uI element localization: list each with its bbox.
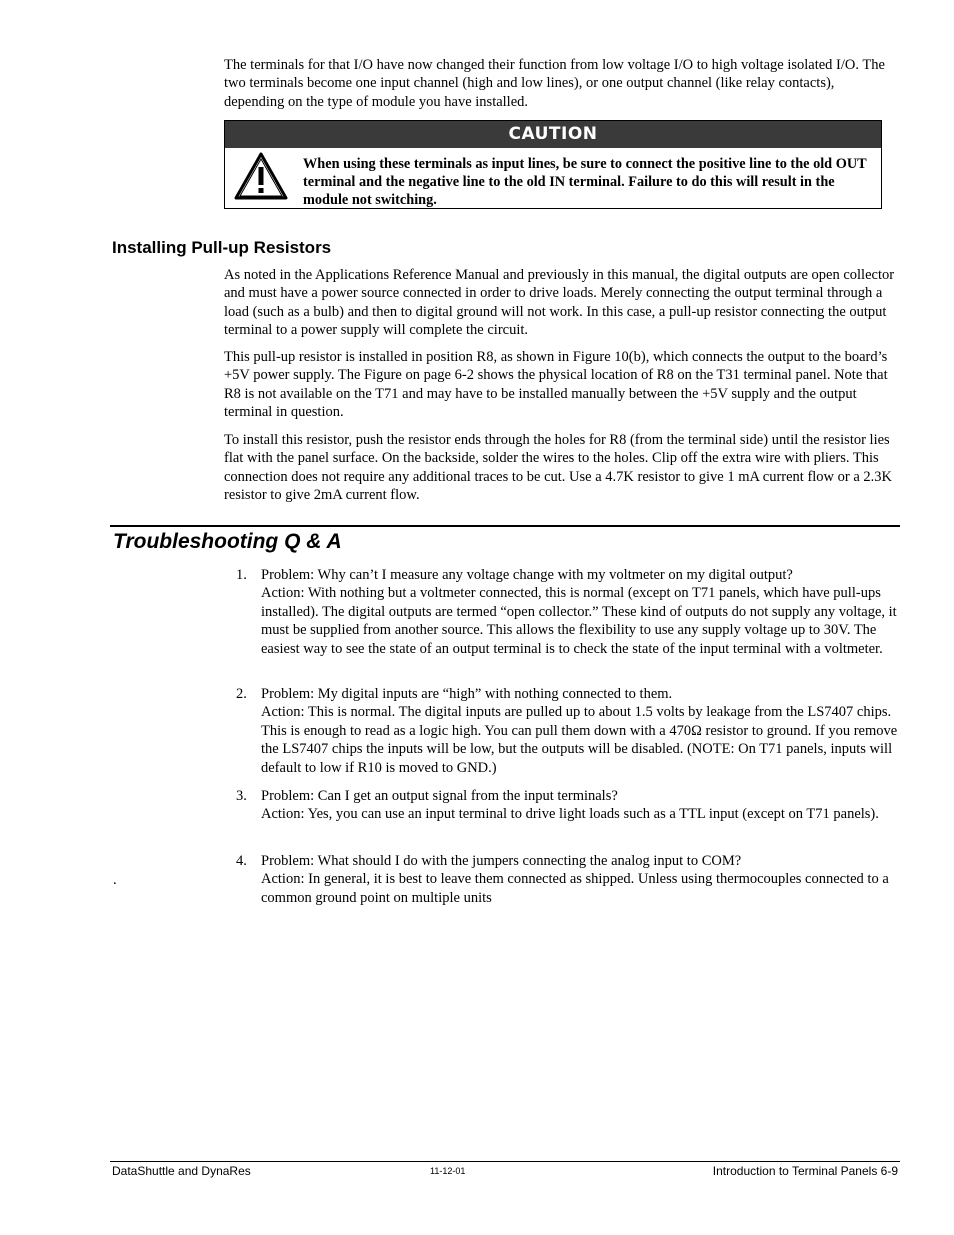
stray-mark: . [113, 872, 117, 888]
chapter-heading: Troubleshooting Q & A [113, 530, 342, 553]
qa-number: 2. [236, 686, 247, 702]
footer-page-label: Introduction to Terminal Panels 6-9 [712, 1164, 898, 1178]
qa-action: Action: Yes, you can use an input terminal to drive light loads such as a TTL input (except on T71 panels). [261, 806, 879, 823]
qa-problem: Problem: What should I do with the jumpers connecting the analog input to COM? [261, 853, 742, 869]
qa-problem: Problem: My digital inputs are “high” with nothing connected to them. [261, 686, 673, 702]
qa-number: 4. [236, 853, 247, 869]
chapter-rule [110, 525, 900, 527]
footer-left: DataShuttle and DynaRes [112, 1164, 251, 1178]
pullup-paragraph-3: To install this resistor, push the resistor ends through the holes for R8 (from the terminal side) until the resistor lies flat with the panel surface. On the backside, solder the wires to the holes. Clip off the extra wire with pliers. This connection does not require any additional traces to be cut. Use a 4.7K resistor to give 1 mA current flow or a 2.3K resistor to give 2mA current flow. [224, 432, 893, 504]
qa-action: Action: With nothing but a voltmeter connected, this is normal (except on T71 panels, which have pull-ups installed). The digital outputs are termed “open collector.” These kind of outputs do not supply any voltage, it must be supplied from another source. This allows the flexibility to use any supply voltage up to 30V. The easiest way to see the state of an output terminal is to check the state of the input terminal with a voltmeter. [261, 585, 897, 657]
intro-paragraph: The terminals for that I/O have now changed their function from low voltage I/O to high voltage isolated I/O. The two terminals become one input channel (high and low lines), or one output channel (like relay contacts), depending on the type of module you have installed. [224, 57, 885, 110]
footer-rule [110, 1161, 900, 1162]
qa-action: Action: This is normal. The digital inputs are pulled up to about 1.5 volts by leakage from the LS7407 chips. This is enough to read as a logic high. You can pull them down with a 470Ω resistor to ground. If you remove the LS7407 chips the inputs will be low, but the outputs will be disabled. (NOTE: On T71 panels, inputs will default to low if R10 is moved to GND.) [261, 704, 898, 776]
qa-problem: Problem: Can I get an output signal from the input terminals? [261, 788, 618, 804]
warning-triangle-icon [233, 151, 289, 201]
caution-box [224, 120, 882, 209]
pullup-paragraph-1: As noted in the Applications Reference Manual and previously in this manual, the digital outputs are open collector and must have a power source connected in order to drive loads. Merely connecting the output terminal through a load (such as a bulb) and then to digital ground will not work. In this case, a pull-up resistor connecting the output terminal to a power supply will complete the circuit. [224, 267, 895, 339]
qa-action: Action: In general, it is best to leave them connected as shipped. Unless using thermocouples connected to a common ground point on multiple units [261, 871, 889, 906]
caution-title: CAUTION [225, 121, 881, 148]
caution-body [225, 148, 881, 208]
qa-number: 3. [236, 788, 247, 804]
pullup-paragraph-2: This pull-up resistor is installed in position R8, as shown in Figure 10(b), which connects the output to the board’s +5V power supply. The Figure on page 6-2 shows the physical location of R8 on the T31 terminal panel. Note that R8 is not available on the T71 and may have to be installed manually between the +5V supply and the output terminal in question. [224, 349, 888, 421]
section-heading: Installing Pull-up Resistors [112, 238, 332, 257]
qa-number: 1. [236, 567, 247, 583]
qa-problem: Problem: Why can’t I measure any voltage change with my voltmeter on my digital output? [261, 567, 793, 583]
footer-date: 11-12-01 [430, 1166, 466, 1176]
caution-text: When using these terminals as input lines, be sure to connect the positive line to the old OUT terminal and the negative line to the old IN terminal. Failure to do this will result in the module not switching. [303, 156, 867, 209]
